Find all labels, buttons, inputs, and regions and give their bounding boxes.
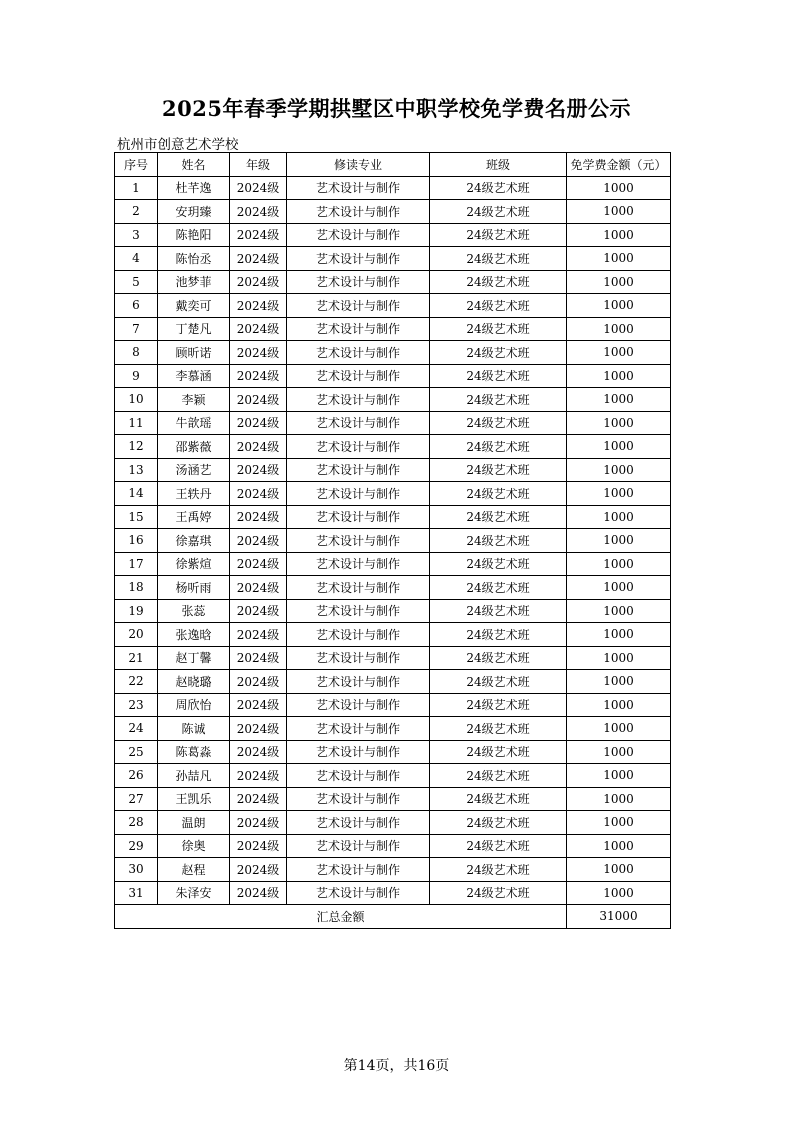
table-row [115, 270, 671, 294]
cell-grade: 2024级 [230, 529, 287, 553]
cell-amount: 1000 [567, 740, 671, 764]
cell-index: 21 [115, 646, 158, 670]
cell-index: 5 [115, 270, 158, 294]
cell-amount: 1000 [567, 811, 671, 835]
table-row [115, 176, 671, 200]
header-amount: 免学费金额（元） [567, 153, 671, 177]
cell-class: 24级艺术班 [430, 858, 567, 882]
cell-index: 19 [115, 599, 158, 623]
cell-amount: 1000 [567, 270, 671, 294]
cell-major: 艺术设计与制作 [287, 787, 430, 811]
cell-major: 艺术设计与制作 [287, 364, 430, 388]
cell-amount: 1000 [567, 176, 671, 200]
cell-index: 26 [115, 764, 158, 788]
cell-class: 24级艺术班 [430, 623, 567, 647]
cell-name: 王凯乐 [158, 787, 230, 811]
cell-index: 4 [115, 247, 158, 271]
cell-amount: 1000 [567, 388, 671, 412]
cell-name: 赵程 [158, 858, 230, 882]
cell-major: 艺术设计与制作 [287, 317, 430, 341]
cell-grade: 2024级 [230, 223, 287, 247]
cell-name: 陈怡丞 [158, 247, 230, 271]
table-body [115, 176, 671, 905]
cell-name: 徐嘉琪 [158, 529, 230, 553]
table-row [115, 811, 671, 835]
cell-grade: 2024级 [230, 482, 287, 506]
cell-class: 24级艺术班 [430, 505, 567, 529]
cell-class: 24级艺术班 [430, 599, 567, 623]
cell-index: 31 [115, 881, 158, 905]
cell-class: 24级艺术班 [430, 482, 567, 506]
cell-class: 24级艺术班 [430, 693, 567, 717]
cell-grade: 2024级 [230, 881, 287, 905]
cell-name: 徐紫煊 [158, 552, 230, 576]
cell-name: 周欣怡 [158, 693, 230, 717]
cell-class: 24级艺术班 [430, 529, 567, 553]
cell-major: 艺术设计与制作 [287, 764, 430, 788]
table-row [115, 599, 671, 623]
cell-name: 杨听雨 [158, 576, 230, 600]
cell-major: 艺术设计与制作 [287, 223, 430, 247]
cell-amount: 1000 [567, 364, 671, 388]
cell-index: 6 [115, 294, 158, 318]
cell-major: 艺术设计与制作 [287, 458, 430, 482]
cell-class: 24级艺术班 [430, 576, 567, 600]
cell-name: 戴奕可 [158, 294, 230, 318]
cell-grade: 2024级 [230, 247, 287, 271]
cell-class: 24级艺术班 [430, 388, 567, 412]
table-row [115, 247, 671, 271]
cell-amount: 1000 [567, 317, 671, 341]
cell-amount: 1000 [567, 223, 671, 247]
cell-amount: 1000 [567, 717, 671, 741]
cell-name: 王禹婷 [158, 505, 230, 529]
cell-class: 24级艺术班 [430, 458, 567, 482]
cell-index: 20 [115, 623, 158, 647]
table-row [115, 764, 671, 788]
cell-grade: 2024级 [230, 341, 287, 365]
cell-class: 24级艺术班 [430, 317, 567, 341]
cell-grade: 2024级 [230, 576, 287, 600]
cell-major: 艺术设计与制作 [287, 200, 430, 224]
cell-name: 张逸晗 [158, 623, 230, 647]
cell-name: 安玥臻 [158, 200, 230, 224]
cell-amount: 1000 [567, 247, 671, 271]
cell-major: 艺术设计与制作 [287, 341, 430, 365]
cell-index: 13 [115, 458, 158, 482]
cell-index: 1 [115, 176, 158, 200]
cell-index: 18 [115, 576, 158, 600]
cell-index: 9 [115, 364, 158, 388]
header-index: 序号 [115, 153, 158, 177]
cell-grade: 2024级 [230, 294, 287, 318]
cell-class: 24级艺术班 [430, 270, 567, 294]
cell-major: 艺术设计与制作 [287, 834, 430, 858]
table-row [115, 834, 671, 858]
cell-amount: 1000 [567, 646, 671, 670]
cell-name: 汤涵艺 [158, 458, 230, 482]
cell-major: 艺术设计与制作 [287, 505, 430, 529]
cell-class: 24级艺术班 [430, 435, 567, 459]
table-row [115, 364, 671, 388]
cell-name: 孙喆凡 [158, 764, 230, 788]
table-row [115, 646, 671, 670]
header-name: 姓名 [158, 153, 230, 177]
cell-grade: 2024级 [230, 435, 287, 459]
cell-name: 邵紫薇 [158, 435, 230, 459]
cell-grade: 2024级 [230, 364, 287, 388]
cell-major: 艺术设计与制作 [287, 176, 430, 200]
header-major: 修读专业 [287, 153, 430, 177]
cell-name: 牛歆瑶 [158, 411, 230, 435]
cell-amount: 1000 [567, 411, 671, 435]
cell-major: 艺术设计与制作 [287, 693, 430, 717]
table-row [115, 223, 671, 247]
cell-name: 丁楚凡 [158, 317, 230, 341]
cell-name: 陈葛淼 [158, 740, 230, 764]
cell-class: 24级艺术班 [430, 740, 567, 764]
cell-major: 艺术设计与制作 [287, 482, 430, 506]
table-row [115, 717, 671, 741]
cell-major: 艺术设计与制作 [287, 623, 430, 647]
cell-class: 24级艺术班 [430, 552, 567, 576]
cell-class: 24级艺术班 [430, 341, 567, 365]
cell-grade: 2024级 [230, 740, 287, 764]
cell-class: 24级艺术班 [430, 200, 567, 224]
cell-index: 23 [115, 693, 158, 717]
cell-name: 徐奥 [158, 834, 230, 858]
table-row [115, 693, 671, 717]
cell-name: 朱泽安 [158, 881, 230, 905]
table-row [115, 623, 671, 647]
cell-class: 24级艺术班 [430, 294, 567, 318]
table-row [115, 482, 671, 506]
cell-index: 17 [115, 552, 158, 576]
cell-amount: 1000 [567, 200, 671, 224]
cell-class: 24级艺术班 [430, 717, 567, 741]
cell-grade: 2024级 [230, 388, 287, 412]
cell-class: 24级艺术班 [430, 646, 567, 670]
table-row [115, 576, 671, 600]
cell-index: 10 [115, 388, 158, 412]
cell-index: 2 [115, 200, 158, 224]
cell-index: 16 [115, 529, 158, 553]
table-row [115, 858, 671, 882]
cell-index: 12 [115, 435, 158, 459]
cell-major: 艺术设计与制作 [287, 717, 430, 741]
cell-amount: 1000 [567, 834, 671, 858]
cell-index: 24 [115, 717, 158, 741]
cell-amount: 1000 [567, 505, 671, 529]
cell-index: 14 [115, 482, 158, 506]
cell-class: 24级艺术班 [430, 670, 567, 694]
table-row [115, 505, 671, 529]
cell-amount: 1000 [567, 670, 671, 694]
table-row [115, 341, 671, 365]
cell-major: 艺术设计与制作 [287, 740, 430, 764]
cell-name: 李颖 [158, 388, 230, 412]
cell-amount: 1000 [567, 341, 671, 365]
cell-index: 22 [115, 670, 158, 694]
cell-major: 艺术设计与制作 [287, 670, 430, 694]
cell-major: 艺术设计与制作 [287, 294, 430, 318]
cell-amount: 1000 [567, 458, 671, 482]
cell-grade: 2024级 [230, 787, 287, 811]
cell-index: 7 [115, 317, 158, 341]
cell-major: 艺术设计与制作 [287, 247, 430, 271]
cell-index: 11 [115, 411, 158, 435]
school-name: 杭州市创意艺术学校 [117, 137, 239, 153]
cell-class: 24级艺术班 [430, 764, 567, 788]
fee-waiver-table [114, 152, 671, 929]
cell-index: 29 [115, 834, 158, 858]
total-row [115, 905, 671, 929]
cell-major: 艺术设计与制作 [287, 576, 430, 600]
cell-grade: 2024级 [230, 552, 287, 576]
cell-amount: 1000 [567, 435, 671, 459]
cell-class: 24级艺术班 [430, 787, 567, 811]
page-number: 第14页，共16页 [343, 1058, 450, 1074]
cell-grade: 2024级 [230, 176, 287, 200]
table-row [115, 294, 671, 318]
cell-amount: 1000 [567, 623, 671, 647]
cell-grade: 2024级 [230, 505, 287, 529]
cell-amount: 1000 [567, 552, 671, 576]
table-row [115, 411, 671, 435]
cell-name: 陈艳阳 [158, 223, 230, 247]
cell-index: 30 [115, 858, 158, 882]
cell-name: 赵丁馨 [158, 646, 230, 670]
cell-grade: 2024级 [230, 717, 287, 741]
table-row [115, 458, 671, 482]
cell-name: 赵晓璐 [158, 670, 230, 694]
cell-name: 张蕊 [158, 599, 230, 623]
cell-name: 温朗 [158, 811, 230, 835]
cell-grade: 2024级 [230, 811, 287, 835]
page-title: 2025年春季学期拱墅区中职学校免学费名册公示 [162, 96, 631, 121]
cell-major: 艺术设计与制作 [287, 435, 430, 459]
table-row [115, 317, 671, 341]
table-row [115, 552, 671, 576]
cell-class: 24级艺术班 [430, 411, 567, 435]
total-label: 汇总金额 [115, 905, 567, 929]
cell-index: 8 [115, 341, 158, 365]
cell-index: 27 [115, 787, 158, 811]
header-class: 班级 [430, 153, 567, 177]
cell-amount: 1000 [567, 576, 671, 600]
cell-class: 24级艺术班 [430, 176, 567, 200]
cell-major: 艺术设计与制作 [287, 881, 430, 905]
cell-index: 25 [115, 740, 158, 764]
cell-amount: 1000 [567, 482, 671, 506]
cell-index: 15 [115, 505, 158, 529]
cell-grade: 2024级 [230, 764, 287, 788]
cell-class: 24级艺术班 [430, 223, 567, 247]
cell-major: 艺术设计与制作 [287, 858, 430, 882]
cell-class: 24级艺术班 [430, 364, 567, 388]
cell-amount: 1000 [567, 294, 671, 318]
cell-grade: 2024级 [230, 834, 287, 858]
cell-major: 艺术设计与制作 [287, 599, 430, 623]
cell-major: 艺术设计与制作 [287, 411, 430, 435]
table-row [115, 529, 671, 553]
table-row [115, 881, 671, 905]
cell-grade: 2024级 [230, 646, 287, 670]
cell-grade: 2024级 [230, 458, 287, 482]
cell-grade: 2024级 [230, 317, 287, 341]
cell-index: 28 [115, 811, 158, 835]
cell-grade: 2024级 [230, 858, 287, 882]
cell-amount: 1000 [567, 858, 671, 882]
cell-class: 24级艺术班 [430, 811, 567, 835]
total-value: 31000 [567, 905, 671, 929]
cell-grade: 2024级 [230, 270, 287, 294]
cell-grade: 2024级 [230, 693, 287, 717]
cell-amount: 1000 [567, 693, 671, 717]
table-row [115, 740, 671, 764]
cell-grade: 2024级 [230, 599, 287, 623]
cell-class: 24级艺术班 [430, 834, 567, 858]
table-row [115, 388, 671, 412]
cell-name: 王轶丹 [158, 482, 230, 506]
cell-amount: 1000 [567, 529, 671, 553]
cell-grade: 2024级 [230, 411, 287, 435]
cell-name: 陈诚 [158, 717, 230, 741]
cell-name: 池梦菲 [158, 270, 230, 294]
cell-amount: 1000 [567, 881, 671, 905]
cell-name: 杜芊逸 [158, 176, 230, 200]
cell-major: 艺术设计与制作 [287, 552, 430, 576]
table-row [115, 787, 671, 811]
cell-name: 顾昕诺 [158, 341, 230, 365]
cell-amount: 1000 [567, 599, 671, 623]
header-grade: 年级 [230, 153, 287, 177]
cell-grade: 2024级 [230, 200, 287, 224]
cell-major: 艺术设计与制作 [287, 646, 430, 670]
cell-major: 艺术设计与制作 [287, 529, 430, 553]
cell-grade: 2024级 [230, 623, 287, 647]
cell-index: 3 [115, 223, 158, 247]
cell-grade: 2024级 [230, 670, 287, 694]
table-row [115, 670, 671, 694]
table-row [115, 435, 671, 459]
cell-amount: 1000 [567, 787, 671, 811]
cell-amount: 1000 [567, 764, 671, 788]
cell-class: 24级艺术班 [430, 247, 567, 271]
cell-major: 艺术设计与制作 [287, 388, 430, 412]
table-header-row [115, 153, 671, 177]
cell-class: 24级艺术班 [430, 881, 567, 905]
table-row [115, 200, 671, 224]
cell-major: 艺术设计与制作 [287, 270, 430, 294]
cell-major: 艺术设计与制作 [287, 811, 430, 835]
cell-name: 李慕涵 [158, 364, 230, 388]
